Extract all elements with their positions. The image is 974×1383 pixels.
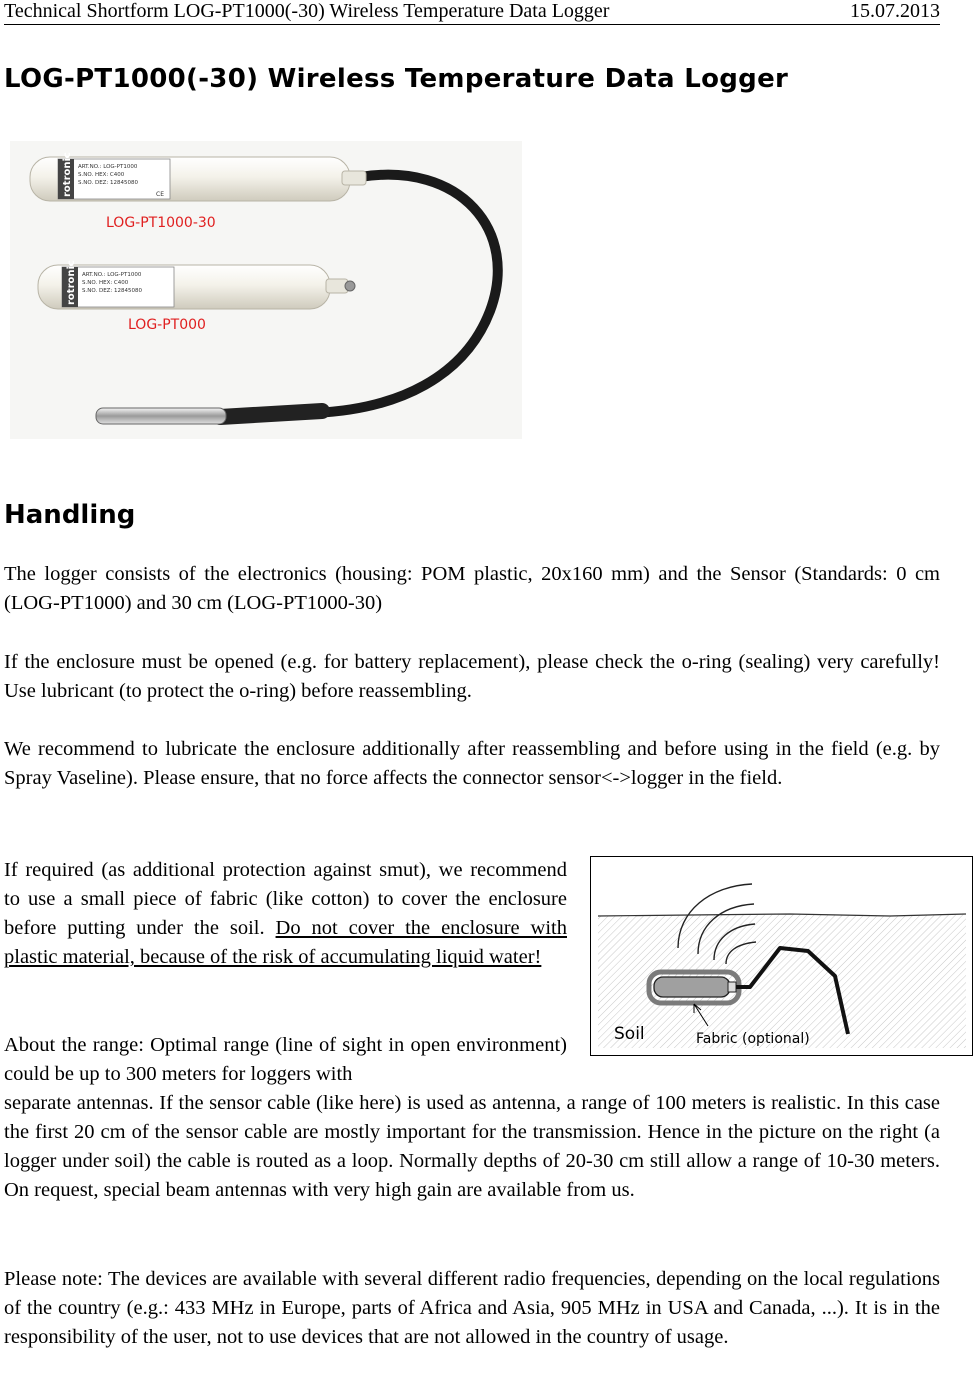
logger-bottom bbox=[38, 260, 355, 309]
brand-text-top: rotronic bbox=[62, 152, 73, 197]
page-header bbox=[4, 0, 940, 25]
steel-probe bbox=[96, 408, 226, 424]
label-fabric: Fabric (optional) bbox=[696, 1031, 810, 1047]
tag-line-2: S.NO. HEX: C400 bbox=[78, 172, 125, 178]
connector bbox=[728, 982, 736, 992]
label-soil: Soil bbox=[614, 1024, 645, 1044]
paragraph-5-start: About the range: Optimal range (line of sight in open environment) could be up to 300 meters for loggers with bbox=[4, 1034, 567, 1085]
paragraph-4-text: If required (as additional protection against smut), we recommend to use a small piece of fabric (like cotton) to cover the enclosure before putting under the soil. bbox=[4, 859, 567, 939]
brand-text-bottom: rotronic bbox=[66, 260, 77, 305]
tag-line-b3: S.NO. DEZ: 12845080 bbox=[82, 288, 143, 294]
paragraph-3: We recommend to lubricate the enclosure additionally after reassembling and before using in the field (e.g. by Spray Vaseline). Please ensure, that no force affects the connector sensor<->logger in the field. bbox=[4, 738, 940, 789]
paragraph-6: Please note: The devices are available with several different radio frequencies, depending on the local regulations of the country (e.g.: 433 MHz in Europe, parts of Africa and Asia, 905 MHz in USA and Canada, ...). It is in the responsibility of the user, not to use devices that are not allowed in the country of usage. bbox=[4, 1268, 940, 1348]
soil-diagram bbox=[590, 856, 973, 1056]
tag-line-b2: S.NO. HEX: C400 bbox=[82, 280, 129, 286]
tag-line-4: CE bbox=[156, 191, 164, 198]
sleeve bbox=[220, 411, 322, 417]
tag-line-b1: ART.NO.: LOG-PT1000 bbox=[82, 272, 142, 278]
paragraph-4 bbox=[4, 856, 567, 972]
soil-area bbox=[598, 914, 966, 1048]
header-title: Technical Shortform LOG-PT1000(-30) Wireless Temperature Data Logger bbox=[4, 0, 610, 22]
paragraph-5-rest: separate antennas. If the sensor cable (like here) is used as antenna, a range of 100 meters is realistic. In this case the first 20 cm of the sensor cable are mostly important for the transmission. Hence in the picture on the right (a logger under soil) the cable is routed as a loop. Normally depths of 20-30 cm still allow a range of 10-30 meters. On request, special beam antennas with very high gain are available from us. bbox=[4, 1092, 940, 1201]
label-log-pt000: LOG-PT000 bbox=[128, 317, 206, 333]
page-title: LOG-PT1000(-30) Wireless Temperature Data Logger bbox=[4, 64, 789, 94]
logger-top bbox=[30, 152, 366, 201]
section-title-handling: Handling bbox=[4, 500, 136, 530]
label-log-pt1000-30: LOG-PT1000-30 bbox=[106, 215, 216, 231]
tag-line-3: S.NO. DEZ: 12845080 bbox=[78, 180, 139, 186]
paragraph-2: If the enclosure must be opened (e.g. for battery replacement), please check the o-ring (sealing) very carefully! Use lubricant (to protect the o-ring) before reassembling. bbox=[4, 651, 940, 702]
warning-underlined: Do not cover the enclosure with plastic material, because of the risk of accumulating liquid water! bbox=[4, 917, 567, 968]
logger-body bbox=[654, 977, 730, 997]
product-photo bbox=[10, 141, 522, 439]
tag-line-1: ART.NO.: LOG-PT1000 bbox=[78, 164, 138, 170]
paragraph-1: The logger consists of the electronics (housing: POM plastic, 20x160 mm) and the Sensor (Standards: 0 cm (LOG-PT1000) and 30 cm (LOG-PT1000-30) bbox=[4, 563, 940, 614]
header-date: 15.07.2013 bbox=[850, 0, 940, 22]
